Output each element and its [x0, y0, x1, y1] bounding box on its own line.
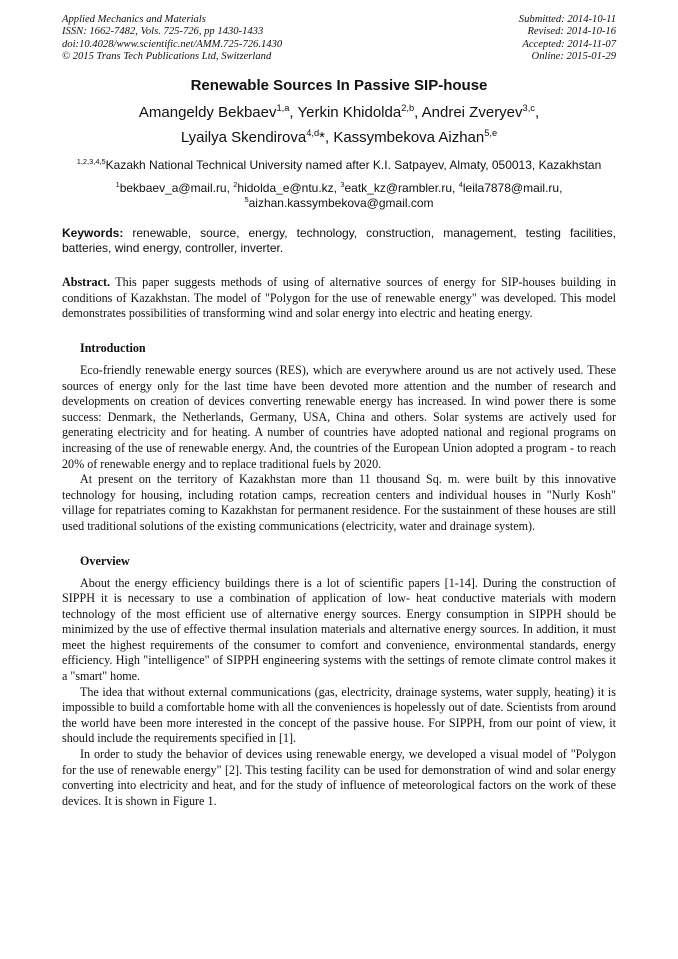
- author-sup: 1,a: [276, 103, 290, 114]
- paragraph: About the energy efficiency buildings there is a lot of scientific papers [1-14]. During the construction of SIPPH it is necessary to use a combination of application of low- heat conductive materials with modern technology of the most efficient use of alternative energy sources. Energy consumption in SIPPH should be minimized by the use of effective thermal insulation materials and alternative energy sources. In addition, it must meet the highest requirements of the consumer to comfort and convenience, environmental standards, energy efficiency. High "intelligence" of SIPPH engineering systems with the settings of remote climate control makes it a "smart" home.: [62, 575, 616, 684]
- author-name: Andrei Zveryev: [421, 104, 523, 122]
- email-sup: 1: [115, 180, 120, 190]
- journal-copyright: © 2015 Trans Tech Publications Ltd, Switzerland: [62, 50, 272, 62]
- abstract-label: Abstract.: [62, 275, 111, 290]
- author-list: Amangeldy Bekbaev$^{1,a}$, Yerkin Khidolda$^{2,b}$, Andrei Zveryev$^{3,c}$, Lyailya Skendirova$^{4,d}$*, Kassymbekova Aizhan$^{5,e}$: [138, 103, 540, 147]
- author-name: Lyailya Skendirova: [180, 129, 307, 147]
- section-heading-introduction: Introduction: [80, 340, 146, 355]
- abstract-text: This paper suggests methods of using of alternative sources of energy for SIP-houses building in conditions of Kazakhstan. The model of "Polygon for the use of renewable energy" was developed. This model demonstrates possibilities of transforming wind and solar energy into electric and heating energy.: [62, 275, 616, 321]
- author-email: eatk_kz@rambler.ru: [344, 181, 453, 196]
- author-sup: 3,c: [522, 103, 535, 114]
- abstract: [62, 275, 616, 322]
- author-emails: $^1$bekbaev_a@mail.ru, $^2$hidolda_e@ntu.kz, $^3$eatk_kz@rambler.ru, $^4$leila7878@mail.ru, $^5$aizhan.kassymbekova@gmail.com: [115, 180, 563, 211]
- paragraph: In order to study the behavior of devices using renewable energy, we developed a visual model of "Polygon for the use of renewable energy" [2]. This testing facility can be used for demonstration of wind and solar energy converting into electricity and heat, and for the study of influence of meteorological factors on the work of these devices. It is shown in Figure 1.: [62, 747, 616, 808]
- date-submitted: Submitted: 2014-10-11: [518, 14, 616, 25]
- author-sup: 2,b: [401, 103, 415, 114]
- date-accepted: Accepted: 2014-11-07: [522, 38, 616, 50]
- keywords: [62, 226, 616, 256]
- author-name: Kassymbekova Aizhan: [333, 129, 485, 147]
- author-email: aizhan.kassymbekova@gmail.com: [248, 196, 434, 211]
- author-name: Yerkin Khidolda: [297, 104, 402, 122]
- paper-page: [62, 14, 616, 809]
- journal-doi: doi:10.4028/www.scientific.net/AMM.725-726.1430: [62, 38, 283, 50]
- paragraph: The idea that without external communications (gas, electricity, drainage systems, water supply, heating) it is impossible to build a comfortable home with all the conveniences is hopelessly out of date. Scientists from around the world have been more interested in the concept of the passive house. For SIPPH, from our point of view, it should include the requirements specified in [1].: [62, 684, 616, 746]
- author-email: hidolda_e@ntu.kz: [237, 181, 334, 196]
- author-email: leila7878@mail.ru: [462, 181, 560, 196]
- affiliation: [62, 158, 616, 173]
- author-email: bekbaev_a@mail.ru: [119, 181, 227, 196]
- paragraph: At present on the territory of Kazakhstan more than 11 thousand Sq. m. were built by this innovative technology for housing, including rotation camps, recreation centers and individual houses in "Nurly Kosh" village for repatriates coming to Kazakhstan for permanent residence. For the sustainment of these houses are still used traditional solutions of the existing communications (electricity, water and drainage system).: [62, 472, 616, 533]
- date-online: Online: 2015-01-29: [531, 50, 616, 62]
- author-sup: 5,e: [484, 128, 498, 139]
- date-revised: Revised: 2014-10-16: [527, 26, 616, 38]
- affiliation-text: Kazakh National Technical University named after K.I. Satpayev, Almaty, 050013, Kazakhstan: [105, 158, 602, 173]
- keywords-label: Keywords:: [62, 226, 124, 241]
- author-sup: 4,d: [306, 128, 320, 139]
- email-sup: 3: [340, 180, 345, 190]
- section-heading-overview: Overview: [80, 553, 130, 568]
- paragraph: Eco-friendly renewable energy sources (RES), which are everywhere around us are not actively used. These sources of energy only for the last time have been devoted more attention and the number of research and developments on creation of devices converting renewable energy has increased. In wind power there is some success: Denmark, the Netherlands, Germany, USA, China and others. Solar systems are actively used for generating electricity and for heating. A number of countries have adopted national and regional programs on increasing of the use of renewable energy. And, the countries of the European Union adopted a program - to reach 20% of renewable energy and to replace traditional fuels by 2020.: [62, 362, 616, 471]
- submission-dates: [519, 14, 616, 63]
- email-sup: 5: [244, 195, 249, 205]
- journal-header: [62, 14, 616, 63]
- author-name: Amangeldy Bekbaev: [138, 104, 277, 122]
- journal-name: Applied Mechanics and Materials: [62, 14, 206, 25]
- keywords-text: renewable, source, energy, technology, construction, management, testing facilities, batteries, wind energy, controller, inverter.: [62, 226, 616, 256]
- email-sup: 2: [233, 180, 238, 190]
- email-sup: 4: [458, 180, 463, 190]
- paper-title: Renewable Sources In Passive SIP-house: [190, 77, 488, 95]
- journal-info: [62, 14, 282, 63]
- affiliation-sup: 1,2,3,4,5: [76, 157, 106, 167]
- journal-issn: ISSN: 1662-7482, Vols. 725-726, pp 1430-1433: [62, 26, 264, 38]
